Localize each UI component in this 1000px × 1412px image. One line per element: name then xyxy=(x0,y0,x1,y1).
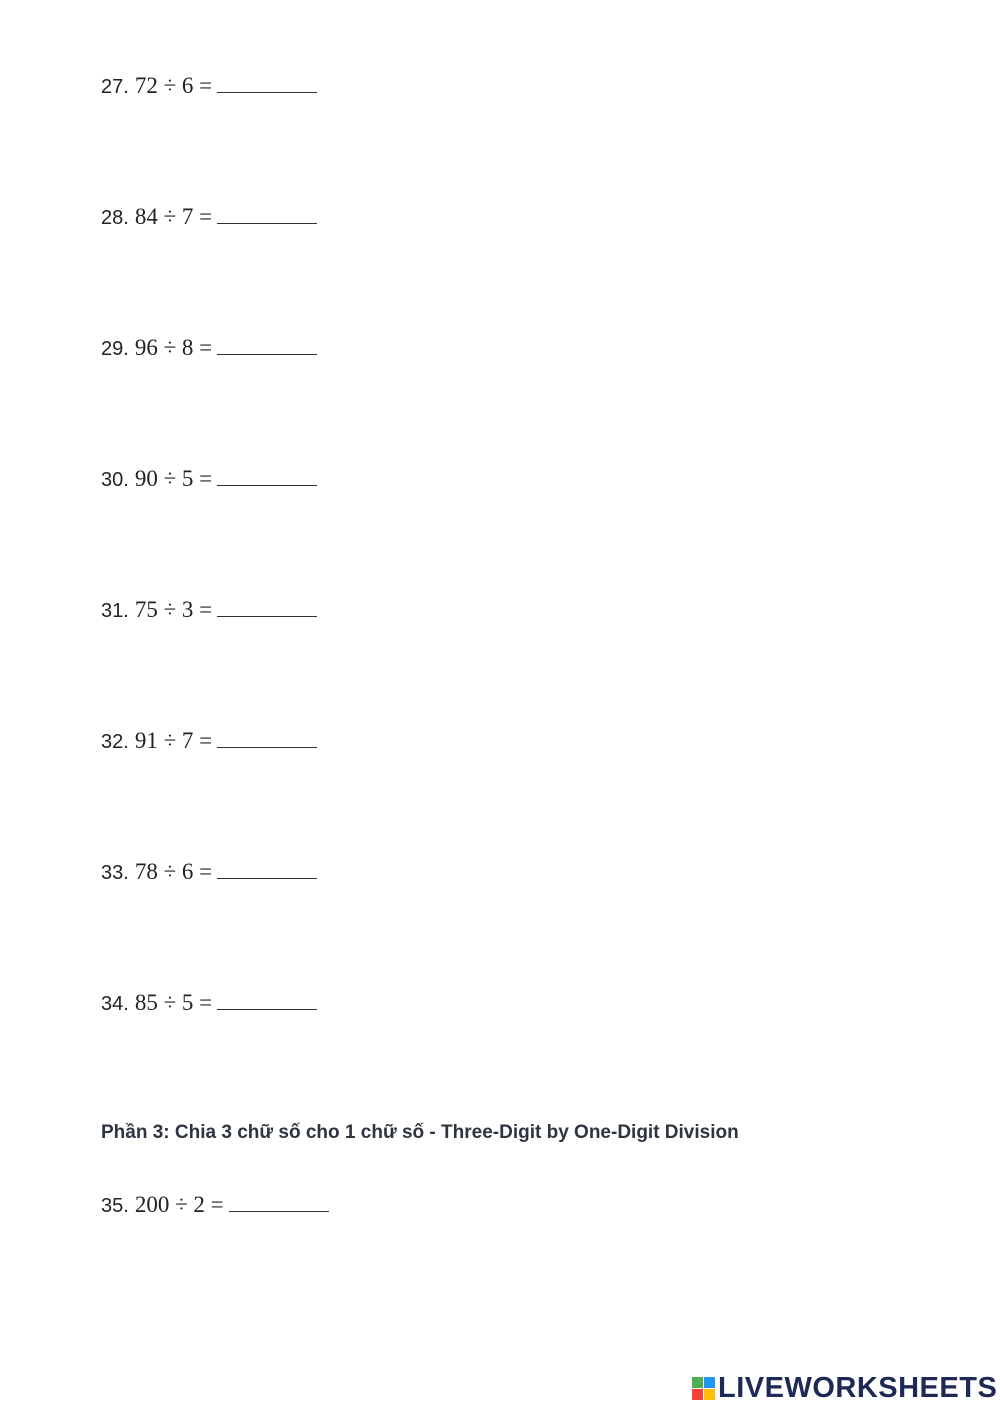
problem-expression: 85 ÷ 5 = xyxy=(134,990,213,1015)
logo-square xyxy=(704,1389,715,1400)
problem-expression: 91 ÷ 7 = xyxy=(134,728,213,753)
problem-30 xyxy=(101,466,317,493)
problem-number: 27. xyxy=(101,76,129,98)
answer-blank[interactable] xyxy=(217,602,317,617)
problem-expression: 84 ÷ 7 = xyxy=(134,204,213,229)
logo-square xyxy=(692,1389,703,1400)
problem-32 xyxy=(101,728,317,755)
problem-expression: 75 ÷ 3 = xyxy=(134,597,213,622)
section-3-title: Phần 3: Chia 3 chữ số cho 1 chữ số - Three-Digit by One-Digit Division xyxy=(101,1122,739,1143)
problem-expression: 96 ÷ 8 = xyxy=(134,335,213,360)
problem-31 xyxy=(101,597,317,624)
answer-blank[interactable] xyxy=(217,864,317,879)
liveworksheets-logo xyxy=(692,1372,997,1405)
answer-blank[interactable] xyxy=(217,340,317,355)
problem-number: 34. xyxy=(101,993,129,1015)
problem-28 xyxy=(101,204,317,231)
problem-number: 28. xyxy=(101,207,129,229)
answer-blank[interactable] xyxy=(217,733,317,748)
problem-number: 33. xyxy=(101,862,129,884)
problem-number: 30. xyxy=(101,469,129,491)
problem-number: 31. xyxy=(101,600,129,622)
answer-blank[interactable] xyxy=(217,209,317,224)
problem-number: 29. xyxy=(101,338,129,360)
problem-expression: 72 ÷ 6 = xyxy=(134,73,213,98)
answer-blank[interactable] xyxy=(229,1197,329,1212)
logo-text: LIVEWORKSHEETS xyxy=(718,1372,998,1404)
answer-blank[interactable] xyxy=(217,995,317,1010)
liveworksheets-logo-icon xyxy=(692,1377,715,1400)
problem-29 xyxy=(101,335,317,362)
problem-34 xyxy=(101,990,317,1017)
problem-27 xyxy=(101,73,317,100)
problem-33 xyxy=(101,859,317,886)
problem-expression: 78 ÷ 6 = xyxy=(134,859,213,884)
problem-35 xyxy=(101,1192,329,1219)
problem-expression: 90 ÷ 5 = xyxy=(134,466,213,491)
problem-number: 35. xyxy=(101,1195,129,1217)
logo-square xyxy=(692,1377,703,1388)
problem-number: 32. xyxy=(101,731,129,753)
answer-blank[interactable] xyxy=(217,78,317,93)
problem-expression: 200 ÷ 2 = xyxy=(134,1192,224,1217)
answer-blank[interactable] xyxy=(217,471,317,486)
logo-square xyxy=(704,1377,715,1388)
